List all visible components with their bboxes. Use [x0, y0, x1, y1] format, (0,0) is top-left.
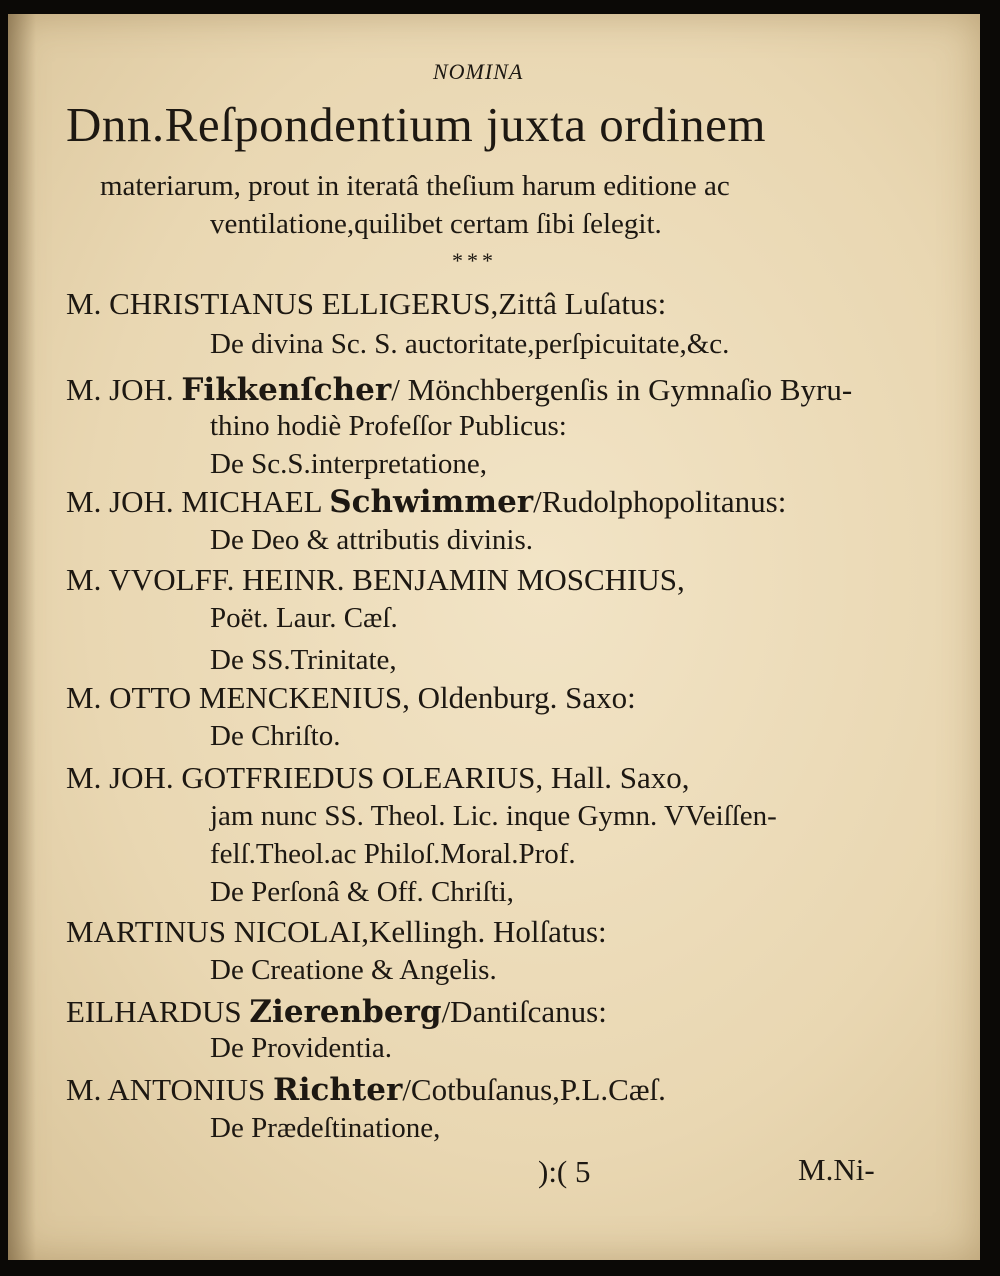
entry-6-name — [66, 762, 689, 793]
entry-name: MARTINUS NICOLAI, — [66, 914, 369, 949]
entry-7-name — [66, 916, 607, 947]
entry-name: M. JOH. GOTFRIEDUS OLEARIUS, — [66, 760, 544, 795]
entry-name: M. JOH. MICHAEL — [66, 484, 322, 519]
subtitle-line-2: ventilatione,quilibet certam ſibi ſelegit. — [210, 208, 662, 240]
entry-4-name: M. VVOLFF. HEINR. BENJAMIN MOSCHIUS, — [66, 562, 685, 597]
entry-origin: Oldenburg. Saxo: — [417, 680, 636, 715]
entry-origin: Kellingh. Holſatus: — [368, 914, 607, 949]
entry-name: M. JOH. — [66, 372, 174, 407]
entry-6-title-1: jam nunc SS. Theol. Lic. inque Gymn. VVeiſſen- — [210, 800, 777, 832]
entry-6-topic: De Perſonâ & Off. Chriſti, — [210, 876, 514, 908]
entry-1-name — [66, 288, 666, 319]
entry-1-topic: De divina Sc. S. auctoritate,perſpicuitate,&c. — [210, 328, 730, 360]
entry-8-name — [66, 996, 607, 1028]
entry-9-name — [66, 1074, 666, 1106]
nomina-heading: NOMINA — [433, 59, 524, 84]
entry-5-name — [66, 682, 636, 713]
asterism: *** — [452, 248, 497, 273]
entry-4-title: Poët. Laur. Cæſ. — [210, 602, 398, 634]
entry-origin: / Mönchbergenſis in Gymnaſio Byru- — [391, 372, 853, 407]
entry-origin: /Cotbuſanus,P.L.Cæſ. — [402, 1072, 666, 1107]
entry-8-topic: De Providentia. — [210, 1032, 393, 1064]
entry-4-topic: De SS.Trinitate, — [210, 644, 397, 676]
entry-6-title-2: felſ.Theol.ac Philoſ.Moral.Prof. — [210, 838, 576, 870]
entry-2-topic: De Sc.S.interpretatione, — [210, 448, 488, 480]
entry-origin: /Rudolphopolitanus: — [533, 484, 787, 519]
entry-name: M. ANTONIUS — [66, 1072, 266, 1107]
catchword: M.Ni- — [798, 1152, 875, 1187]
entry-gothic-name: Richter — [272, 1072, 403, 1108]
entry-5-topic: De Chriſto. — [210, 720, 341, 752]
subtitle-line-1: materiarum, prout in iteratâ theſium harum editione ac — [100, 170, 730, 202]
entry-2-name — [66, 374, 852, 406]
page-gutter — [8, 14, 36, 1260]
page-title: Dnn.Reſpondentium juxta ordinem — [66, 97, 767, 152]
entry-origin: Hall. Saxo, — [550, 760, 690, 795]
entry-gothic-name: Zierenberg — [249, 994, 442, 1030]
entry-name: M. CHRISTIANUS ELLIGERUS, — [66, 286, 499, 321]
signature-mark: ):( 5 — [538, 1154, 591, 1189]
entry-name: EILHARDUS — [66, 994, 242, 1029]
entry-2-origin-cont: thino hodiè Profeſſor Publicus: — [210, 410, 567, 442]
book-page — [8, 14, 980, 1260]
entry-origin: Zittâ Luſatus: — [498, 286, 667, 321]
entry-9-topic: De Prædeſtinatione, — [210, 1112, 441, 1144]
entry-gothic-name: Schwimmer — [329, 484, 534, 520]
entry-3-topic: De Deo & attributis divinis. — [210, 524, 533, 556]
entry-name: M. OTTO MENCKENIUS, — [66, 680, 410, 715]
entry-gothic-name: Fikkenſcher — [181, 372, 392, 408]
entry-3-name — [66, 486, 786, 518]
entry-7-topic: De Creatione & Angelis. — [210, 954, 497, 986]
entry-origin: /Dantiſcanus: — [441, 994, 607, 1029]
